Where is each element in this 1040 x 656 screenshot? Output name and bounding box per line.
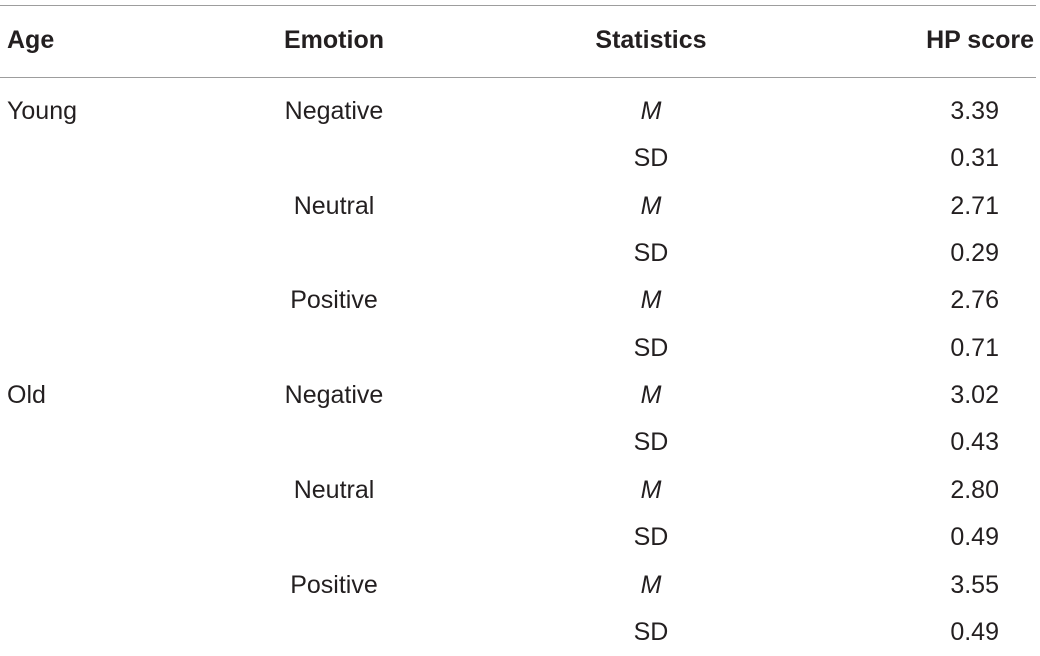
emotion-cell xyxy=(236,135,432,182)
table-row xyxy=(0,467,1040,514)
header-statistics: Statistics xyxy=(595,26,707,54)
emotion-cell: Positive xyxy=(290,571,378,599)
table-row xyxy=(0,88,1040,135)
score-cell: 3.55 xyxy=(950,571,999,599)
statistic-cell: M xyxy=(640,286,662,314)
score-cell: 0.49 xyxy=(950,523,999,551)
statistic-cell: SD xyxy=(633,428,669,456)
emotion-cell: Neutral xyxy=(293,476,375,504)
score-cell: 0.29 xyxy=(950,239,999,267)
statistic-cell: SD xyxy=(633,334,669,362)
emotion-cell xyxy=(236,230,432,277)
statistic-cell: M xyxy=(640,97,662,125)
statistic-cell: SD xyxy=(633,144,669,172)
table-row xyxy=(0,419,1040,466)
score-cell: 0.31 xyxy=(950,144,999,172)
statistic-cell: SD xyxy=(633,618,669,646)
score-cell: 0.71 xyxy=(950,334,999,362)
table-row xyxy=(0,372,1040,419)
score-cell: 3.02 xyxy=(950,381,999,409)
statistic-cell: M xyxy=(640,571,662,599)
statistic-cell: M xyxy=(640,192,662,220)
header-hp-score: HP score xyxy=(926,26,1034,54)
table-row xyxy=(0,514,1040,561)
table-row xyxy=(0,562,1040,609)
score-cell: 2.71 xyxy=(950,192,999,220)
table-row xyxy=(0,277,1040,324)
emotion-cell: Negative xyxy=(284,97,384,125)
emotion-cell: Neutral xyxy=(293,192,375,220)
statistic-cell: SD xyxy=(633,523,669,551)
score-cell: 2.76 xyxy=(950,286,999,314)
table-row xyxy=(0,183,1040,230)
age-cell: Old xyxy=(7,381,46,409)
table-row xyxy=(0,135,1040,182)
score-cell: 0.49 xyxy=(950,618,999,646)
top-rule xyxy=(0,5,1036,6)
emotion-cell xyxy=(236,514,432,561)
table-row xyxy=(0,230,1040,277)
table-row xyxy=(0,325,1040,372)
statistic-cell: SD xyxy=(633,239,669,267)
statistic-cell: M xyxy=(640,381,662,409)
age-cell: Young xyxy=(7,97,77,125)
header-age: Age xyxy=(7,26,55,54)
header-rule xyxy=(0,77,1036,78)
header-emotion: Emotion xyxy=(284,26,384,54)
score-cell: 3.39 xyxy=(950,97,999,125)
statistic-cell: M xyxy=(640,476,662,504)
score-cell: 0.43 xyxy=(950,428,999,456)
emotion-cell xyxy=(236,325,432,372)
emotion-cell: Negative xyxy=(284,381,384,409)
emotion-cell xyxy=(236,419,432,466)
emotion-cell: Positive xyxy=(290,286,378,314)
header-row xyxy=(0,17,1040,64)
score-cell: 2.80 xyxy=(950,476,999,504)
